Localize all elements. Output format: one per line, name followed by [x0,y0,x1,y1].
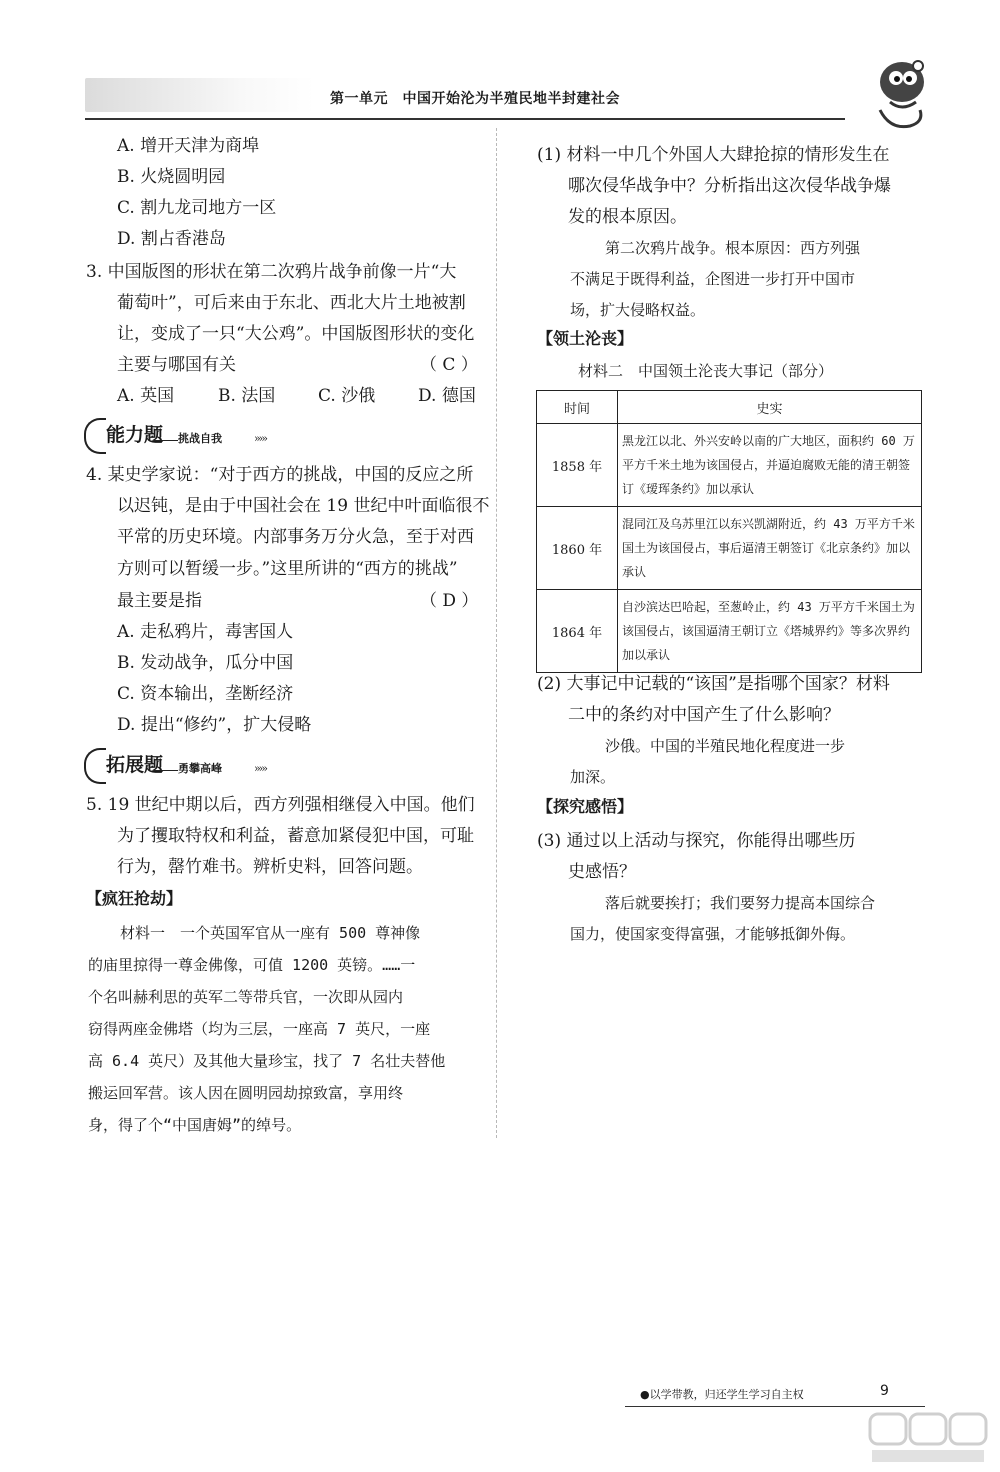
banner-dash [154,770,178,771]
material1-line: 搬运回军营。该人因在圆明园劫掠致富，享用终 [88,1084,404,1102]
banner-bracket [84,418,106,454]
q5-line: 行为，罄竹难书。辨析史料，回答问题。 [117,857,423,877]
table-row [537,507,922,590]
banner-bracket [84,748,106,784]
q4-line: 方则可以暂缓一步。”这里所讲的“西方的挑战” [117,559,458,579]
row-fact: 黑龙江以北、外兴安岭以南的广大地区，面积约 60 万平方千米土地为该国侵占，并逼迫腐败无能的清王朝签订《瑷珲条约》加以承认 [618,424,922,507]
q4-option-c: C. 资本输出，垄断经济 [117,684,294,704]
sub2-line: 二中的条约对中国产生了什么影响？ [568,705,840,725]
q4-line: 最主要是指 [117,591,202,611]
q4-option-d: D. 提出“修约”，扩大侵略 [117,715,312,735]
territory-table [536,390,922,673]
header-decoration [85,78,315,112]
q3-line: 主要与哪国有关 [117,355,236,375]
tag-robbery: 【疯狂抢劫】 [86,889,183,908]
banner-dash [154,440,178,441]
sub1-line: (1) 材料一中几个外国人大肆抢掠的情形发生在 [537,145,890,165]
table-row [537,424,922,507]
footer-rule [625,1406,925,1407]
q2-option-d: D. 割占香港岛 [117,229,226,249]
q3-answer: （ C ） [420,355,478,375]
sub3-answer: 落后就要挨打；我们要努力提高本国综合 [605,894,876,912]
material1-line: 个名叫赫利思的英军二等带兵官，一次即从园内 [88,988,404,1006]
q4-line: 平常的历史环境。内部事务万分火急，至于对西 [117,527,474,547]
section-label: 能力题 [106,424,164,446]
sub1-line: 发的根本原因。 [568,207,687,227]
section-sub: 挑战自我 [178,432,222,445]
table-header-row [537,391,922,424]
q5-line: 5. 19 世纪中期以后，西方列强相继侵入中国。他们 [86,795,475,815]
table-row [537,590,922,673]
mascot-icon [860,50,940,140]
q3-line: 3. 中国版图的形状在第二次鸦片战争前像一片“大 [86,262,457,282]
chevron-icon: ››››› [254,762,266,775]
q4-answer: （ D ） [420,591,479,611]
material1-line: 材料一 一个英国军官从一座有 500 尊神像 [120,924,421,942]
section-ability [84,418,324,452]
tag-territory: 【领土沦丧】 [537,329,634,348]
sub2-answer: 加深。 [570,768,616,786]
watermark-logo-icon [868,1410,988,1465]
row-fact: 自沙滨达巴哈起，至葱岭止，约 43 万平方千米国土为该国侵占，该国逼清王朝订立《塔城界约》等多次界约加以承认 [618,590,922,673]
q3-option-b: B. 法国 [218,386,276,406]
footer-slogan: ●以学带教，归还学生学习自主权 [640,1388,804,1401]
material1-line: 高 6.4 英尺）及其他大量珍宝，找了 7 名壮夫替他 [88,1052,446,1070]
chevron-icon: ››››› [254,432,266,445]
page-number: 9 [880,1383,889,1399]
sub3-answer: 国力，使国家变得富强，才能够抵御外侮。 [570,925,856,943]
q3-option-a: A. 英国 [117,386,175,406]
q3-option-d: D. 德国 [418,386,476,406]
material2-title: 材料二 中国领土沦丧大事记（部分） [578,362,834,380]
section-label: 拓展题 [106,754,164,776]
table-header-fact: 史实 [618,391,922,424]
material1-line: 身，得了个“中国唐姆”的绰号。 [88,1116,302,1134]
unit-title: 第一单元 中国开始沦为半殖民地半封建社会 [330,91,620,107]
q4-line: 4. 某史学家说：“对于西方的挑战，中国的反应之所 [86,465,474,485]
material1-line: 的庙里掠得一尊金佛像，可值 1200 英镑。……一 [88,956,416,974]
row-year: 1860 年 [537,507,618,590]
q3-line: 葡萄叶”，可后来由于东北、西北大片土地被割 [117,293,466,313]
q4-option-a: A. 走私鸦片，毒害国人 [117,622,294,642]
sub1-answer: 场，扩大侵略权益。 [570,301,706,319]
section-sub: 勇攀高峰 [178,762,222,775]
sub3-line: (3) 通过以上活动与探究，你能得出哪些历 [537,831,856,851]
q5-line: 为了攫取特权和利益，蓄意加紧侵犯中国，可耻 [117,826,474,846]
row-year: 1858 年 [537,424,618,507]
header-rule [85,118,845,120]
q2-option-c: C. 割九龙司地方一区 [117,198,277,218]
q4-line: 以迟钝，是由于中国社会在 19 世纪中叶面临很不 [117,496,490,516]
sub2-answer: 沙俄。中国的半殖民地化程度进一步 [605,737,846,755]
q3-option-c: C. 沙俄 [318,386,376,406]
sub1-line: 哪次侵华战争中？分析指出这次侵华战争爆 [568,176,891,196]
material1-line: 窃得两座金佛塔（均为三层，一座高 7 英尺，一座 [88,1020,431,1038]
section-extend [84,748,324,782]
sub1-answer: 第二次鸦片战争。根本原因：西方列强 [605,239,861,257]
q3-line: 让，变成了一只“大公鸡”。中国版图形状的变化 [117,324,475,344]
tag-reflection: 【探究感悟】 [537,797,634,816]
sub1-answer: 不满足于既得利益，企图进一步打开中国市 [570,270,856,288]
sub2-line: (2) 大事记中记载的“该国”是指哪个国家？材料 [537,674,890,694]
table-header-time: 时间 [537,391,618,424]
row-year: 1864 年 [537,590,618,673]
row-fact: 混同江及乌苏里江以东兴凯湖附近，约 43 万平方千米国土为该国侵占，事后逼清王朝签订《北京条约》加以承认 [618,507,922,590]
column-divider [496,128,498,1138]
q2-option-b: B. 火烧圆明园 [117,167,226,187]
q2-option-a: A. 增开天津为商埠 [117,136,260,156]
q4-option-b: B. 发动战争，瓜分中国 [117,653,294,673]
sub3-line: 史感悟？ [568,862,636,882]
